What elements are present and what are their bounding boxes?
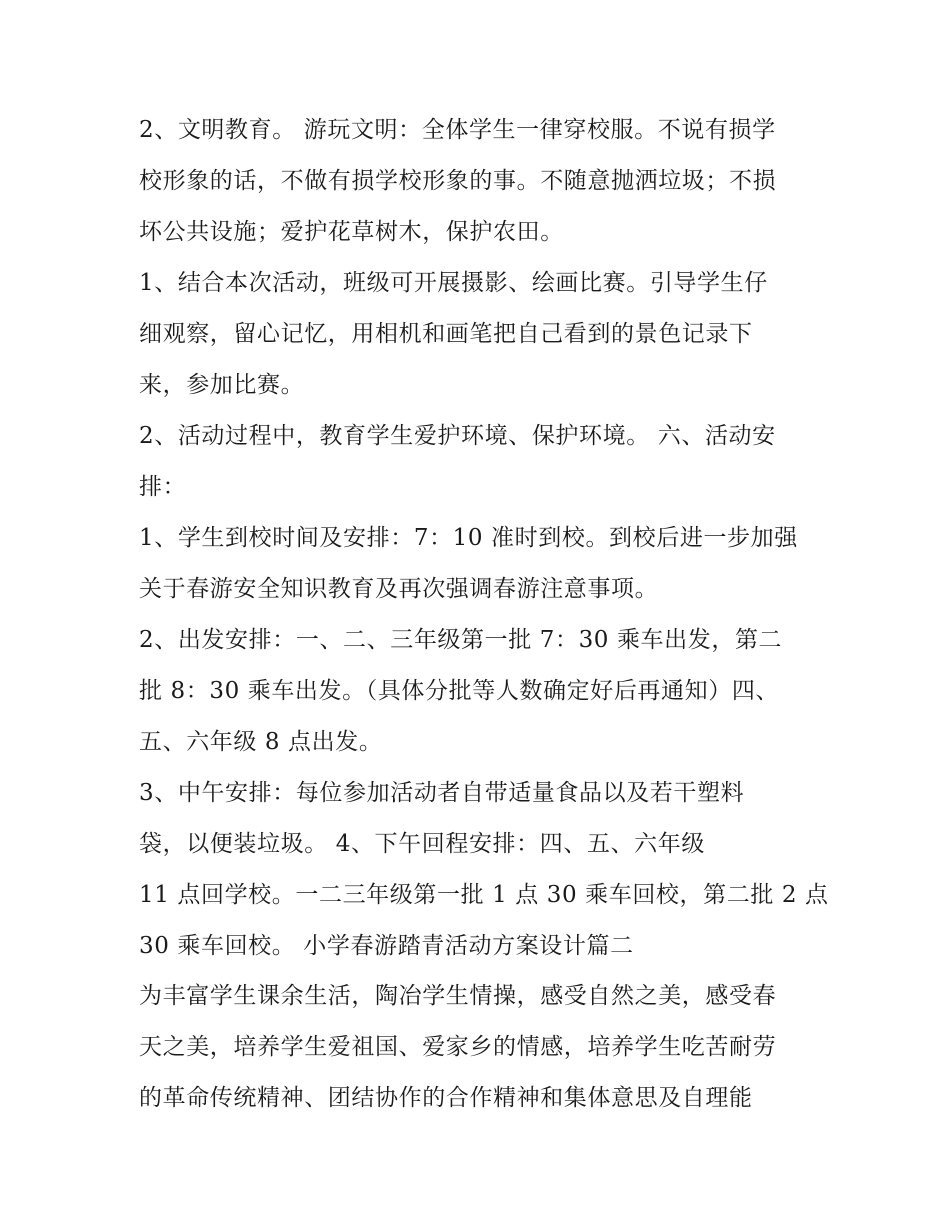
text-line: 袋，以便装垃圾。 4、下午回程安排：四、五、六年级 bbox=[139, 831, 705, 857]
text-line: 天之美，培养学生爱祖国、爱家乡的情感，培养学生吃苦耐劳 bbox=[139, 1034, 777, 1060]
text-line: 2、文明教育。 游玩文明：全体学生一律穿校服。不说有损学 bbox=[139, 117, 776, 143]
text-line: 为丰富学生课余生活，陶冶学生情操，感受自然之美，感受春 bbox=[139, 983, 777, 1009]
text-line: 坏公共设施；爱护花草树木，保护农田。 bbox=[139, 219, 564, 245]
text-line: 的革命传统精神、团结协作的合作精神和集体意思及自理能 bbox=[139, 1085, 753, 1111]
text-line: 校形象的话，不做有损学校形象的事。不随意抛洒垃圾；不损 bbox=[139, 168, 777, 194]
text-line: 3、中午安排：每位参加活动者自带适量食品以及若干塑料 bbox=[139, 780, 745, 806]
text-line: 1、结合本次活动，班级可开展摄影、绘画比赛。引导学生仔 bbox=[139, 270, 768, 296]
text-line: 排： bbox=[139, 474, 187, 500]
text-line: 2、活动过程中，教育学生爱护环境、保护环境。 六、活动安 bbox=[139, 423, 776, 449]
text-line: 30 乘车回校。 小学春游踏青活动方案设计篇二 bbox=[139, 933, 634, 959]
text-line: 细观察，留心记忆，用相机和画笔把自己看到的景色记录下 bbox=[139, 321, 753, 347]
text-line: 1、学生到校时间及安排：7：10 准时到校。到校后进一步加强 bbox=[139, 525, 798, 551]
text-line: 批 8：30 乘车出发。（具体分批等人数确定好后再通知）四、 bbox=[139, 678, 780, 704]
text-line: 关于春游安全知识教育及再次强调春游注意事项。 bbox=[139, 576, 659, 602]
text-line: 五、六年级 8 点出发。 bbox=[139, 729, 383, 755]
text-line: 11 点回学校。一二三年级第一批 1 点 30 乘车回校，第二批 2 点 bbox=[139, 882, 829, 908]
text-line: 2、出发安排：一、二、三年级第一批 7：30 乘车出发，第二 bbox=[139, 627, 783, 653]
text-line: 来，参加比赛。 bbox=[139, 372, 305, 398]
